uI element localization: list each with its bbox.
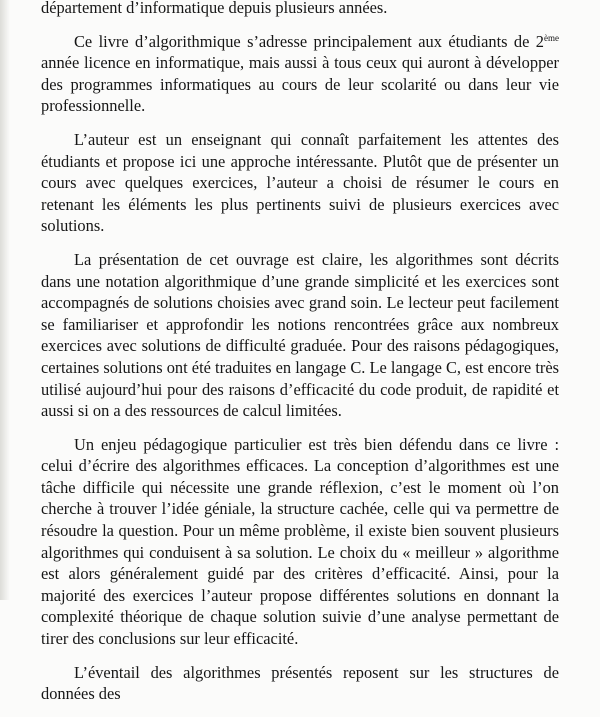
paragraph-range: L’éventail des algorithmes présentés reposent sur les structures de données des — [41, 662, 559, 704]
paragraph-author: L’auteur est un enseignant qui connaît parfaitement les attentes des étudiants et propose ici une approche intéressante. Plutôt que de présenter un cours avec quelques exercices, l’auteur a choisi de résumer le cours en retenant les éléments les plus pertinents suivi de plusieurs exercices avec solutions. — [41, 129, 559, 236]
superscript-eme: ème — [544, 32, 559, 43]
paragraph-presentation: La présentation de cet ouvrage est claire, les algorithmes sont décrits dans une notation algorithmique d’une grande simplicité et les exercices sont accompagnés de solutions choisies avec grand soin. Le lecteur peut facilement se familiariser et approfondir les notions rencontrées grâce aux nombreux exercices avec solutions de difficulté graduée. Pour des raisons pédagogiques, certaines solutions ont été traduites en langage C. Le langage C, est encore très utilisé aujourd’hui pour des raisons d’efficacité du code produit, de rapidité et aussi si on a des ressources de calcul limitées. — [41, 249, 559, 421]
scan-page-edge — [0, 0, 10, 600]
paragraph-audience-start: Ce livre d’algorithmique s’adresse principalement aux étudiants de 2 — [74, 31, 544, 51]
paragraph-efficiency: Un enjeu pédagogique particulier est très bien défendu dans ce livre : celui d’écrire des algorithmes efficaces. La conception d’algorithmes est une tâche difficile qui nécessite une grande réflexion, c’est le moment où l’on cherche à trouver l’idée géniale, la structure cachée, celle qui va permettre de résoudre la question. Pour un même problème, il existe bien souvent plusieurs algorithmes qui conduisent à sa solution. Le choix du « meilleur » algorithme est alors généralement guidé par des critères d’efficacité. Ainsi, pour la majorité des exercices l’auteur propose différentes solutions en donnant la complexité théorique de chaque solution suivie d’une analyse permettant de tirer des conclusions sur leur efficacité. — [41, 434, 559, 649]
document-page — [41, 0, 559, 717]
paragraph-continuation: département d’informatique depuis plusieurs années. — [41, 0, 388, 17]
paragraph-audience-end: année licence en informatique, mais aussi à tous ceux qui auront à développer des programmes informatiques au cours de leur scolarité ou dans leur vie professionnelle. — [41, 53, 559, 116]
paragraph-audience — [41, 31, 559, 117]
